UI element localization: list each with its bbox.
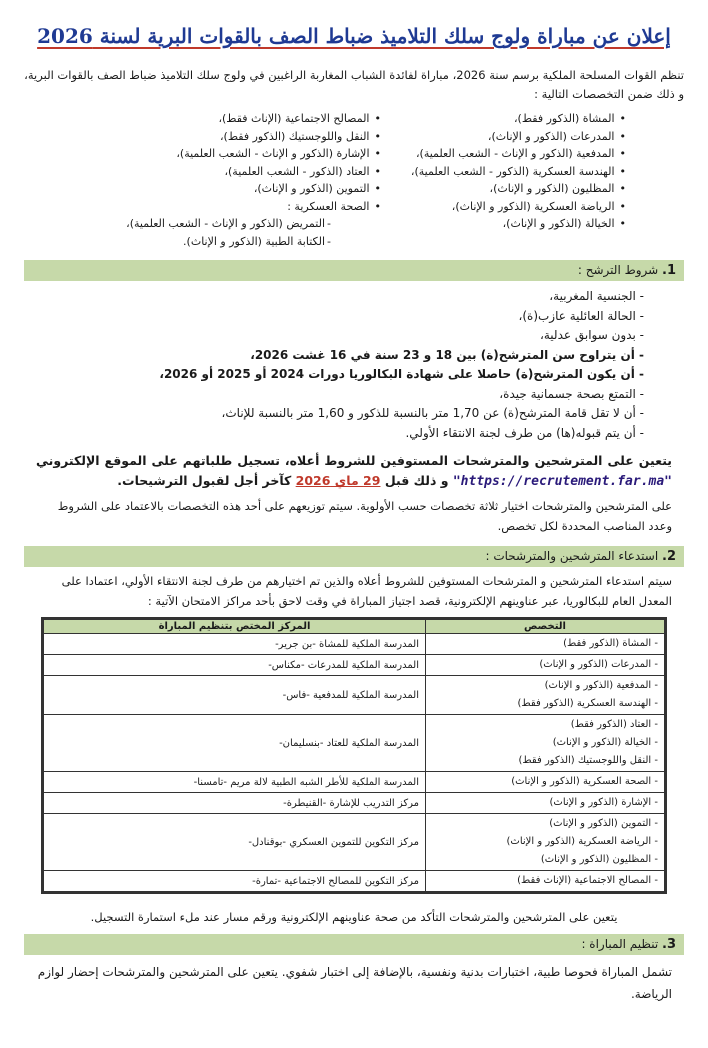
center-cell: مركز التدريب للإشارة -القنيطرة- xyxy=(44,793,426,814)
section-label: استدعاء المترشحين والمترشحات : xyxy=(485,549,659,563)
specialty-line: - المصالح الاجتماعية (الإناث فقط) xyxy=(432,872,658,890)
list-item: • المظليون (الذكور و الإناث)، xyxy=(381,180,626,198)
table-row xyxy=(44,772,665,793)
health-subspecialties xyxy=(24,215,381,250)
list-item: • المصالح الاجتماعية (الإناث فقط)، xyxy=(24,110,381,128)
condition-item: - أن يكون المترشح(ة) حاصلا على شهادة البكالوريا دورات 2024 أو 2025 أو 2026، xyxy=(24,365,644,385)
table-header-row xyxy=(44,620,665,634)
specialties-left-column xyxy=(24,110,381,250)
specialty-cell xyxy=(426,676,665,715)
specialty-line: - التموين (الذكور و الإناث) xyxy=(432,815,658,833)
center-cell: المدرسة الملكية للمدفعية -فاس- xyxy=(44,676,426,715)
table-row xyxy=(44,814,665,871)
table-row xyxy=(44,634,665,655)
specialty-line: - العتاد (الذكور فقط) xyxy=(432,716,658,734)
exam-paragraph: تشمل المباراة فحوصا طبية، اختبارات بدنية ونفسية، بالإضافة إلى اختبار شفوي. يتعين على المترشحين والمترشحات إحضار لوازم الرياضة. xyxy=(37,965,672,1001)
specialty-line: - الرياضة العسكرية (الذكور و الإناث) xyxy=(432,833,658,851)
registration-notice xyxy=(24,451,684,492)
section-number: 3. xyxy=(662,937,676,952)
intro-paragraph: تنظم القوات المسلحة الملكية برسم سنة 2026، مباراة لفائدة الشباب المغاربة الراغبين في ولوج سلك التلاميذ ضباط الصف بالقوات البرية، و ذلك ضمن التخصصات التالية : xyxy=(24,68,684,101)
specialty-line: - الخيالة (الذكور و الإناث) xyxy=(432,734,658,752)
specialty-line: - الإشارة (الذكور و الإناث) xyxy=(432,794,658,812)
exam-centers-table-wrapper xyxy=(41,617,667,894)
table-row xyxy=(44,715,665,772)
list-item: • الإشارة (الذكور و الإناث - الشعب العلمية)، xyxy=(24,145,381,163)
header-center: المركز المختص بتنظيم المباراة xyxy=(44,620,426,634)
section-bar-convocation xyxy=(24,546,684,567)
center-cell: المدرسة الملكية للمدرعات -مكناس- xyxy=(44,655,426,676)
deadline-prefix: و ذلك قبل xyxy=(384,473,449,488)
condition-item: - التمتع بصحة جسمانية جيدة، xyxy=(24,385,644,405)
registration-link[interactable]: "https://recrutement.far.ma" xyxy=(452,474,672,489)
convocation-paragraph: سيتم استدعاء المترشحين و المترشحات المستوفين للشروط أعلاه والذين تم اختيارهم من طرف لجنة الانتقاء الأولي، اعتمادا على المعدل العام للبكالوريا، عبر عناوينهم الإلكترونية، قصد اجتياز المباراة في وقت لاحق بأحد مراكز الامتحان الآتية : xyxy=(61,574,672,608)
list-item: - الكتابة الطبية (الذكور و الإناث). xyxy=(24,233,331,251)
section-bar-eligibility xyxy=(24,260,684,281)
specialty-cell xyxy=(426,814,665,871)
condition-item: - بدون سوابق عدلية، xyxy=(24,326,644,346)
condition-item: - الجنسية المغربية، xyxy=(24,287,644,307)
list-item: • التموين (الذكور و الإناث)، xyxy=(24,180,381,198)
specialty-line: - المدفعية (الذكور و الإناث) xyxy=(432,677,658,695)
center-cell: المدرسة الملكية للعتاد -بنسليمان- xyxy=(44,715,426,772)
section-number: 2. xyxy=(662,549,676,564)
page-title xyxy=(24,24,684,48)
specialty-line: - المشاة (الذكور فقط) xyxy=(432,635,658,653)
list-item: • الرياضة العسكرية (الذكور و الإناث)، xyxy=(381,198,626,216)
email-note: يتعين على المترشحين والمترشحات التأكد من صحة عناوينهم الإلكترونية ورقم مسار عند ملء استمارة التسجيل. xyxy=(90,910,618,924)
title-text: إعلان عن مباراة ولوج سلك التلاميذ ضباط الصف بالقوات البرية لسنة 2026 xyxy=(37,24,671,48)
exam-centers-table xyxy=(43,619,665,892)
specialty-line: - النقل واللوجستيك (الذكور فقط) xyxy=(432,752,658,770)
section-label: تنظيم المباراة : xyxy=(581,937,659,951)
specialties-right-column xyxy=(381,110,626,250)
notice-text: يتعين على المترشحين والمترشحات المستوفين للشروط أعلاه، تسجيل طلباتهم على الموقع الإلكتروني xyxy=(36,453,672,468)
specialty-cell xyxy=(426,634,665,655)
list-item: • المدرعات (الذكور و الإناث)، xyxy=(381,128,626,146)
specialty-line: - الهندسة العسكرية (الذكور فقط) xyxy=(432,695,658,713)
table-row xyxy=(44,676,665,715)
section-label: شروط الترشح : xyxy=(577,263,659,277)
list-item: • الصحة العسكرية : xyxy=(24,198,381,216)
condition-item: - أن لا تقل قامة المترشح(ة) عن 1,70 متر بالنسبة للذكور و 1,60 متر بالنسبة للإناث، xyxy=(24,404,644,424)
list-item: - التمريض (الذكور و الإناث - الشعب العلمية)، xyxy=(24,215,331,233)
deadline-date: 29 ماي 2026 xyxy=(295,473,381,488)
specialty-cell xyxy=(426,871,665,892)
deadline-suffix: كآخر أجل لقبول الترشيحات. xyxy=(117,473,292,488)
center-cell: مركز التكوين للمصالح الاجتماعية -تمارة- xyxy=(44,871,426,892)
specialty-cell xyxy=(426,772,665,793)
specialty-line: - المظليون (الذكور و الإناث) xyxy=(432,851,658,869)
condition-item: - الحالة العائلية عازب(ة)، xyxy=(24,307,644,327)
conditions-list xyxy=(24,287,684,443)
list-item: • المدفعية (الذكور و الإناث - الشعب العلمية)، xyxy=(381,145,626,163)
specialty-cell xyxy=(426,655,665,676)
section-number: 1. xyxy=(662,263,676,278)
condition-item: - أن يتم قبوله(ها) من طرف لجنة الانتقاء الأولي. xyxy=(24,424,644,444)
list-item: • الخيالة (الذكور و الإناث)، xyxy=(381,215,626,233)
header-specialty: التخصص xyxy=(426,620,665,634)
center-cell: المدرسة الملكية للمشاة -بن جرير- xyxy=(44,634,426,655)
condition-item: - أن يتراوح سن المترشح(ة) بين 18 و 23 سنة في 16 غشت 2026، xyxy=(24,346,644,366)
list-item: • الهندسة العسكرية (الذكور - الشعب العلمية)، xyxy=(381,163,626,181)
section-bar-organization xyxy=(24,934,684,955)
specialties-list xyxy=(24,110,684,250)
specialty-line: - المدرعات (الذكور و الإناث) xyxy=(432,656,658,674)
choice-paragraph: على المترشحين والمترشحات اختيار ثلاثة تخصصات حسب الأولوية. سيتم توزيعهم على أحد هذه التخصصات بالاعتماد على الشروط وعدد المناصب المحددة لكل تخصص. xyxy=(57,499,672,533)
specialty-cell xyxy=(426,715,665,772)
center-cell: مركز التكوين للتموين العسكري -بوقنادل- xyxy=(44,814,426,871)
announcement-page xyxy=(0,24,708,1048)
center-cell: المدرسة الملكية للأطر الشبه الطبية لالة مريم -تامسنا- xyxy=(44,772,426,793)
table-row xyxy=(44,655,665,676)
list-item: • المشاة (الذكور فقط)، xyxy=(381,110,626,128)
list-item: • العتاد (الذكور - الشعب العلمية)، xyxy=(24,163,381,181)
specialty-line: - الصحة العسكرية (الذكور و الإناث) xyxy=(432,773,658,791)
specialty-cell xyxy=(426,793,665,814)
table-row xyxy=(44,871,665,892)
list-item: • النقل واللوجستيك (الذكور فقط)، xyxy=(24,128,381,146)
table-row xyxy=(44,793,665,814)
